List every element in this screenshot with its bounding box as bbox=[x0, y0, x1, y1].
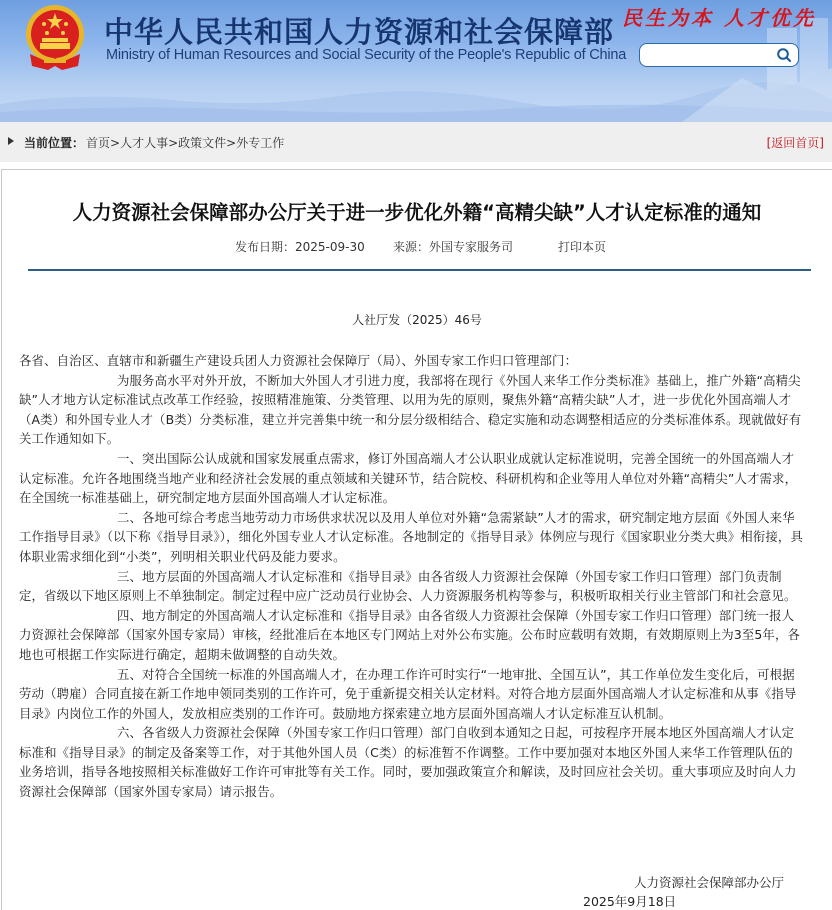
breadcrumb-separator: > bbox=[168, 136, 179, 150]
publish-date-label: 发布日期： bbox=[235, 240, 296, 254]
signature: 人力资源社会保障部办公厅 bbox=[634, 875, 785, 890]
search-input[interactable] bbox=[648, 46, 768, 64]
back-home-link[interactable]: [返回首页] bbox=[766, 136, 824, 150]
addressee: 各省、自治区、直辖市和新疆生产建设兵团人力资源社会保障厅（局）、外国专家工作归口管理部门： bbox=[19, 353, 578, 368]
breadcrumb-item-foreign-experts[interactable]: 外专工作 bbox=[236, 136, 285, 150]
breadcrumb-label: 当前位置： bbox=[24, 136, 85, 150]
great-wall-image bbox=[682, 18, 832, 122]
publish-date-value: 2025-09-30 bbox=[295, 240, 365, 254]
title-divider bbox=[28, 269, 811, 271]
paragraph: 一、突出国际公认成就和国家发展重点需求，修订外国高端人才公认职业成就认定标准说明，完善全国统一的外国高端人才认定标准。允许各地围绕当地产业和经济社会发展的重点领域和关键环节，结合院校、科研机构和企业等用人单位对外籍“高精尖”人才需求，在全国统一标准基础上，研究制定地方层面外国高端人才认定标准。 bbox=[19, 450, 798, 506]
breadcrumb-item-policy[interactable]: 政策文件 bbox=[178, 136, 227, 150]
site-header bbox=[0, 0, 832, 122]
national-emblem-icon bbox=[20, 4, 90, 76]
source-label: 来源： bbox=[393, 240, 430, 254]
site-title-en: Ministry of Human Resources and Social Security of the People's Republic of China bbox=[106, 47, 627, 63]
breadcrumb-separator: > bbox=[226, 136, 237, 150]
site-title-cn: 中华人民共和国人力资源和社会保障部 bbox=[104, 15, 615, 49]
publish-date bbox=[235, 238, 365, 255]
paragraph: 四、地方制定的外国高端人才认定标准和《指导目录》由各省级人力资源社会保障（外国专家工作归口管理）部门统一报人力资源社会保障部（国家外国专家局）审核，经批准后在本地区专门网站上对外公布实施。公布时应载明有效期，有效期原则上为3至5年，各地也可根据工作实际进行确定，超期未做调整的自动失效。 bbox=[19, 607, 801, 662]
paragraph: 五、对符合全国统一标准的外国高端人才，在办理工作许可时实行“一地审批、全国互认”，其工作单位发生变化后，可根据劳动（聘雇）合同直接在新工作地申领同类别的工作许可，免于重新提交相关认定材料。对符合地方层面外国高端人才认定标准和从事《指导目录》内岗位工作的外国人，发放相应类别的工作许可。鼓励地方探索建立地方层面外国高端人才认定标准互认机制。 bbox=[19, 666, 797, 721]
breadcrumb-separator: > bbox=[110, 136, 121, 150]
search-icon[interactable] bbox=[776, 47, 792, 63]
article-container bbox=[1, 169, 832, 910]
article-meta bbox=[2, 238, 832, 254]
print-page-link[interactable]: 打印本页 bbox=[558, 240, 607, 254]
breadcrumb-item-home[interactable]: 首页 bbox=[86, 136, 111, 150]
triangle-right-icon bbox=[8, 137, 14, 145]
slogan: 民生为本 人才优先 bbox=[622, 6, 816, 30]
signature-date: 2025年9月18日 bbox=[583, 894, 677, 909]
breadcrumb-path bbox=[86, 134, 284, 151]
article-body bbox=[19, 351, 805, 802]
document-number: 人社厅发（2025）46号 bbox=[352, 313, 482, 327]
breadcrumb bbox=[0, 122, 832, 162]
article-title: 人力资源社会保障部办公厅关于进一步优化外籍“高精尖缺”人才认定标准的通知 bbox=[72, 201, 762, 224]
breadcrumb-item-talent[interactable]: 人才人事 bbox=[120, 136, 169, 150]
paragraph: 三、地方层面的外国高端人才认定标准和《指导目录》由各省级人力资源社会保障（外国专家工作归口管理）部门负责制定，省级以下地区原则上不单独制定。制定过程中应广泛动员行业协会、人力资源服务机构等参与，积极听取相关行业主管部门和社会意见。 bbox=[19, 568, 797, 604]
search-box[interactable] bbox=[639, 43, 799, 67]
paragraph: 为服务高水平对外开放，不断加大外国人才引进力度，我部将在现行《外国人来华工作分类标准》基础上，推广外籍“高精尖缺”人才地方认定标准试点改革工作经验，按照精准施策、分类管理、以用为先的原则，聚焦外籍“高精尖缺”人才，进一步优化外国高端人才（A类）和外国专业人才（B类）分类标准，建立并完善集中统一和分层分级相结合、稳定实施和动态调整相适应的分类标准体系。现就做好有关工作通知如下。 bbox=[19, 372, 802, 447]
paragraph: 六、各省级人力资源社会保障（外国专家工作归口管理）部门自收到本通知之日起，可按程序开展本地区外国高端人才认定标准和《指导目录》的制定及备案等工作，对于其他外国人员（C类）的标准暂不作调整。工作中要加强对本地区外国人来华工作管理队伍的业务培训，指导各地按照相关标准做好工作许可审批等有关工作。同时，要加强政策宣介和解读，及时回应社会关切。重大事项应及时向人力资源社会保障部（国家外国专家局）请示报告。 bbox=[19, 725, 797, 800]
paragraph: 二、各地可综合考虑当地劳动力市场供求状况以及用人单位对外籍“急需紧缺”人才的需求，研究制定地方层面《外国人来华工作指导目录》（以下称《指导目录》），细化外国专业人才认定标准。各地制定的《指导目录》体例应与现行《国家职业分类大典》相衔接，具体职业需求细化到“小类”，列明相关职业代码及能力要求。 bbox=[19, 509, 803, 564]
source bbox=[393, 238, 513, 255]
source-value: 外国专家服务司 bbox=[429, 240, 514, 254]
